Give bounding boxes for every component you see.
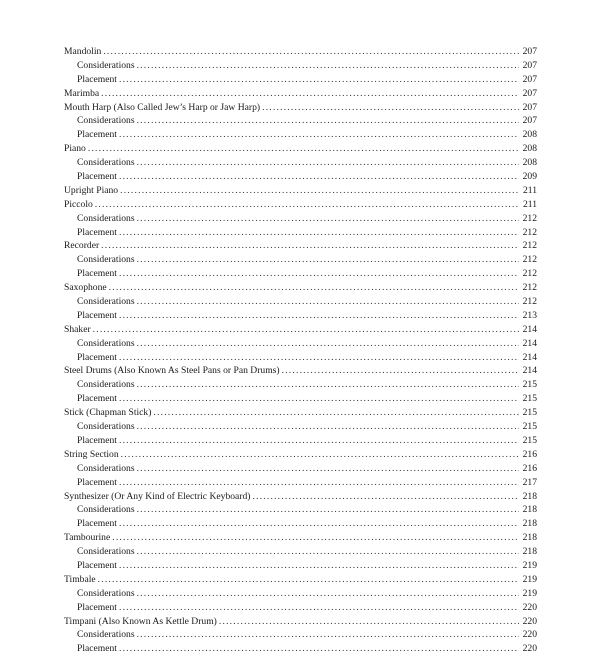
toc-page-number: 207 — [522, 87, 537, 99]
dot-leader — [93, 323, 519, 337]
toc-entry-label: Shaker — [64, 323, 91, 335]
dot-leader — [119, 128, 519, 142]
toc-entry-label: Piano — [64, 143, 86, 155]
toc-page-number: 207 — [522, 101, 537, 113]
dot-leader — [137, 337, 519, 351]
toc-entry[interactable] — [64, 573, 537, 587]
dot-leader — [153, 406, 519, 420]
toc-entry-label: Timbale — [64, 573, 96, 585]
toc-entry-label: Placement — [77, 351, 117, 363]
toc-page-number: 219 — [522, 587, 537, 599]
toc-entry[interactable] — [64, 281, 537, 295]
toc-subentry[interactable] — [64, 253, 537, 267]
dot-leader — [119, 517, 519, 531]
toc-subentry[interactable] — [64, 73, 537, 87]
dot-leader — [119, 642, 519, 656]
toc-entry-label: Considerations — [77, 115, 135, 127]
toc-entry-label: Considerations — [77, 254, 135, 266]
toc-entry-label: Mandolin — [64, 46, 102, 57]
toc-page-number: 214 — [522, 365, 537, 377]
toc-subentry[interactable] — [64, 587, 537, 601]
dot-leader — [137, 253, 519, 267]
toc-entry-label: Placement — [77, 226, 117, 238]
dot-leader — [119, 351, 519, 365]
toc-entry[interactable] — [64, 198, 537, 212]
toc-entry-label: Placement — [77, 268, 117, 280]
toc-subentry[interactable] — [64, 295, 537, 309]
toc-subentry[interactable] — [64, 226, 537, 240]
dot-leader — [101, 239, 519, 253]
dot-leader — [120, 184, 519, 198]
toc-page-number: 218 — [522, 518, 537, 530]
dot-leader — [119, 434, 519, 448]
toc-entry-label: Considerations — [77, 462, 135, 474]
toc-page-number: 212 — [522, 296, 537, 308]
dot-leader — [101, 87, 519, 101]
toc-entry-label: Considerations — [77, 337, 135, 349]
dot-leader — [253, 490, 520, 504]
toc-subentry[interactable] — [64, 114, 537, 128]
toc-page-number: 218 — [522, 504, 537, 516]
toc-entry[interactable] — [64, 101, 537, 115]
dot-leader — [119, 170, 519, 184]
toc-page-number: 209 — [522, 171, 537, 183]
toc-entry[interactable] — [64, 45, 537, 59]
toc-page-number: 220 — [522, 601, 537, 613]
dot-leader — [137, 503, 519, 517]
dot-leader — [262, 101, 519, 115]
toc-page-number: 207 — [522, 73, 537, 85]
toc-page-number: 217 — [522, 476, 537, 488]
dot-leader — [119, 392, 519, 406]
toc-page-number: 216 — [522, 462, 537, 474]
toc-subentry[interactable] — [64, 212, 537, 226]
toc-entry-label: Recorder — [64, 240, 100, 252]
toc-entry-label: Placement — [77, 643, 117, 655]
dot-leader — [119, 226, 519, 240]
dot-leader — [137, 545, 519, 559]
toc-subentry[interactable] — [64, 559, 537, 573]
toc-entry-label: Considerations — [77, 296, 135, 308]
toc-subentry[interactable] — [64, 517, 537, 531]
toc-subentry[interactable] — [64, 601, 537, 615]
toc-subentry[interactable] — [64, 392, 537, 406]
toc-entry[interactable] — [64, 142, 537, 156]
toc-entry-label: Considerations — [77, 379, 135, 391]
toc-page-number: 211 — [522, 184, 537, 196]
toc-entry[interactable] — [64, 239, 537, 253]
toc-subentry[interactable] — [64, 59, 537, 73]
toc-entry-label: String Section — [64, 448, 119, 460]
toc-entry[interactable] — [64, 323, 537, 337]
dot-leader — [119, 267, 519, 281]
toc-page-number: 214 — [522, 323, 537, 335]
toc-page-number: 207 — [522, 115, 537, 127]
dot-leader — [137, 628, 519, 642]
toc-page-number: 207 — [522, 59, 537, 71]
toc-entry-label: Considerations — [77, 421, 135, 433]
toc-page-number: 216 — [522, 448, 537, 460]
dot-leader — [282, 364, 519, 378]
toc-entry-label: Timpani (Also Known As Kettle Drum) — [64, 615, 217, 627]
table-of-contents — [64, 45, 537, 656]
toc-entry-label: Mouth Harp (Also Called Jew’s Harp or Jaw Harp) — [64, 101, 261, 113]
toc-page-number: 208 — [522, 143, 537, 155]
toc-page-number: 218 — [522, 490, 537, 502]
dot-leader — [112, 531, 519, 545]
dot-leader — [88, 142, 519, 156]
toc-subentry[interactable] — [64, 378, 537, 392]
toc-page-number: 215 — [522, 379, 537, 391]
toc-entry-label: Synthesizer (Or Any Kind of Electric Keyboard) — [64, 490, 251, 502]
toc-page-number: 218 — [522, 546, 537, 558]
dot-leader — [137, 156, 519, 170]
toc-subentry[interactable] — [64, 170, 537, 184]
toc-page-number: 212 — [522, 226, 537, 238]
toc-subentry[interactable] — [64, 462, 537, 476]
dot-leader — [103, 45, 519, 59]
toc-entry[interactable] — [64, 448, 537, 462]
toc-subentry[interactable] — [64, 309, 537, 323]
toc-subentry[interactable] — [64, 337, 537, 351]
toc-subentry[interactable] — [64, 351, 537, 365]
toc-page-number: 212 — [522, 268, 537, 280]
toc-entry-label: Piccolo — [64, 198, 93, 210]
toc-page-number: 212 — [522, 212, 537, 224]
toc-entry[interactable] — [64, 490, 537, 504]
toc-page-number: 215 — [522, 393, 537, 405]
toc-subentry[interactable] — [64, 628, 537, 642]
toc-entry[interactable] — [64, 531, 537, 545]
toc-entry-label: Placement — [77, 601, 117, 613]
dot-leader — [137, 295, 519, 309]
dot-leader — [119, 309, 519, 323]
toc-subentry[interactable] — [64, 545, 537, 559]
toc-entry-label: Considerations — [77, 546, 135, 558]
toc-page-number: 218 — [522, 532, 537, 544]
toc-subentry[interactable] — [64, 128, 537, 142]
toc-entry-label: Considerations — [77, 587, 135, 599]
dot-leader — [137, 59, 519, 73]
toc-subentry[interactable] — [64, 267, 537, 281]
toc-page-number: 220 — [522, 643, 537, 655]
toc-entry-label: Considerations — [77, 629, 135, 641]
toc-entry-label: Considerations — [77, 504, 135, 516]
toc-page-number: 219 — [522, 573, 537, 585]
toc-entry[interactable] — [64, 87, 537, 101]
toc-entry[interactable] — [64, 184, 537, 198]
dot-leader — [137, 587, 519, 601]
toc-page-number: 212 — [522, 282, 537, 294]
toc-entry-label: Considerations — [77, 212, 135, 224]
toc-page-number: 213 — [522, 309, 537, 321]
dot-leader — [137, 378, 519, 392]
toc-page-number: 219 — [522, 559, 537, 571]
toc-subentry[interactable] — [64, 503, 537, 517]
toc-page-number: 212 — [522, 254, 537, 266]
dot-leader — [95, 198, 519, 212]
toc-entry-label: Placement — [77, 434, 117, 446]
toc-page-number: 220 — [522, 615, 537, 627]
toc-entry[interactable] — [64, 406, 537, 420]
toc-page-number: 214 — [522, 351, 537, 363]
toc-entry-label: Placement — [77, 559, 117, 571]
toc-entry-label: Tambourine — [64, 532, 111, 544]
toc-entry-label: Considerations — [77, 59, 135, 71]
toc-page-number: 214 — [522, 337, 537, 349]
toc-page-number: 212 — [522, 240, 537, 252]
toc-entry-label: Placement — [77, 393, 117, 405]
toc-entry-label: Saxophone — [64, 282, 107, 294]
dot-leader — [119, 601, 519, 615]
toc-subentry[interactable] — [64, 642, 537, 656]
toc-page-number: 211 — [522, 198, 537, 210]
toc-entry-label: Placement — [77, 518, 117, 530]
dot-leader — [121, 448, 519, 462]
toc-entry-label: Placement — [77, 73, 117, 85]
toc-entry-label: Placement — [77, 309, 117, 321]
toc-page-number: 207 — [522, 46, 537, 57]
dot-leader — [119, 559, 519, 573]
toc-page-number: 215 — [522, 407, 537, 419]
toc-entry[interactable] — [64, 615, 537, 629]
toc-entry-label: Placement — [77, 476, 117, 488]
toc-entry-label: Steel Drums (Also Known As Steel Pans or Pan Drums) — [64, 365, 280, 377]
dot-leader — [137, 114, 519, 128]
toc-page-number: 208 — [522, 157, 537, 169]
toc-page-number: 220 — [522, 629, 537, 641]
dot-leader — [137, 212, 519, 226]
dot-leader — [137, 462, 519, 476]
dot-leader — [119, 73, 519, 87]
toc-subentry[interactable] — [64, 476, 537, 490]
toc-subentry[interactable] — [64, 434, 537, 448]
toc-subentry[interactable] — [64, 156, 537, 170]
toc-entry-label: Marimba — [64, 87, 100, 99]
toc-page-number: 208 — [522, 129, 537, 141]
toc-entry-label: Stick (Chapman Stick) — [64, 407, 152, 419]
dot-leader — [219, 615, 519, 629]
toc-entry-label: Placement — [77, 129, 117, 141]
dot-leader — [109, 281, 519, 295]
toc-entry[interactable] — [64, 364, 537, 378]
toc-entry-label: Considerations — [77, 157, 135, 169]
toc-subentry[interactable] — [64, 420, 537, 434]
dot-leader — [98, 573, 519, 587]
toc-page-number: 215 — [522, 434, 537, 446]
dot-leader — [137, 420, 519, 434]
toc-entry-label: Placement — [77, 171, 117, 183]
dot-leader — [119, 476, 519, 490]
toc-page-number: 215 — [522, 421, 537, 433]
toc-entry-label: Upright Piano — [64, 184, 119, 196]
